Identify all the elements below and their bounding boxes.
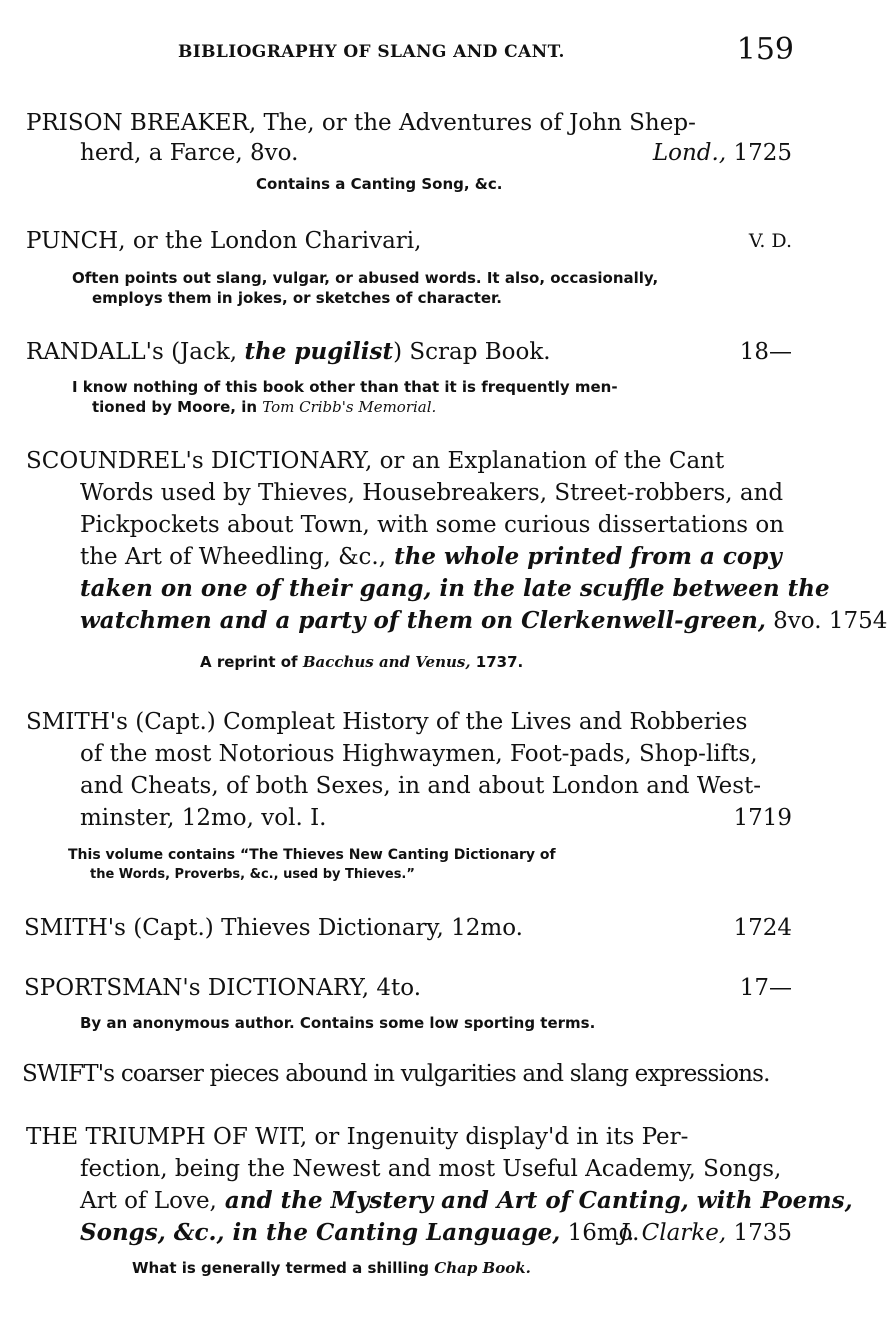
entry-line: SMITH's (Capt.) Compleat History of the Lives and Robberies bbox=[26, 709, 748, 735]
note-text: 1737. bbox=[470, 653, 524, 671]
entry-year: 17— bbox=[739, 975, 792, 1001]
entry-publisher: J. Clarke, bbox=[619, 1220, 727, 1246]
entry-line: THE TRIUMPH OF WIT, or Ingenuity display'd in its Per- bbox=[26, 1124, 689, 1150]
entry-line bbox=[80, 1186, 853, 1216]
entry-year: 1735 bbox=[733, 1220, 792, 1246]
entry-line: Words used by Thieves, Housebreakers, Street-robbers, and bbox=[80, 480, 784, 506]
entry-note-line: This volume contains “The Thieves New Canting Dictionary of bbox=[68, 847, 556, 863]
entry-year: V. D. bbox=[748, 230, 792, 252]
entry-line: fection, being the Newest and most Useful Academy, Songs, bbox=[80, 1156, 782, 1182]
entry-line: SCOUNDREL's DICTIONARY, or an Explanation of the Cant bbox=[26, 448, 725, 474]
entry-line: taken on one of their gang, in the late scuffle between the bbox=[80, 575, 830, 602]
entry-tail: 8vo. 1754 bbox=[765, 608, 887, 634]
entry-imprint bbox=[653, 138, 792, 168]
entry-line: herd, a Farce, 8vo. bbox=[80, 140, 299, 166]
note-text: A reprint of bbox=[200, 653, 303, 671]
entry-note bbox=[200, 652, 523, 672]
entry-note-line: I know nothing of this book other than that it is frequently men- bbox=[72, 378, 618, 396]
entry-line bbox=[80, 1218, 639, 1248]
entry-tail: 16mo. bbox=[560, 1220, 640, 1246]
entry-year: 18— bbox=[739, 339, 792, 365]
entry-line: PUNCH, or the London Charivari, bbox=[26, 228, 422, 254]
entry-note-line: Often points out slang, vulgar, or abused words. It also, occasionally, bbox=[72, 269, 659, 287]
entry-name-end: ) Scrap Book. bbox=[393, 339, 551, 365]
entry-line: and Cheats, of both Sexes, in and about London and West- bbox=[80, 773, 762, 799]
entry-line: SPORTSMAN's DICTIONARY, 4to. bbox=[24, 975, 422, 1001]
entry-year: 1719 bbox=[733, 805, 792, 831]
running-title: BIBLIOGRAPHY OF SLANG AND CANT. bbox=[178, 42, 565, 62]
entry-name-italic: the pugilist bbox=[244, 338, 394, 365]
running-header bbox=[0, 30, 816, 70]
entry-italic: and the Mystery and Art of Canting, with Poems, bbox=[216, 1187, 853, 1214]
entry-line bbox=[26, 337, 551, 367]
note-text: tioned by Moore, in bbox=[92, 398, 263, 416]
entry-note bbox=[132, 1258, 531, 1278]
entry-line bbox=[80, 606, 887, 636]
entry-line: minster, 12mo, vol. I. bbox=[80, 805, 327, 831]
note-italic: Chap Book. bbox=[434, 1259, 531, 1277]
entry-year: 1724 bbox=[733, 915, 792, 941]
entry-note-line: employs them in jokes, or sketches of character. bbox=[92, 289, 502, 307]
entry-line: SWIFT's coarser pieces abound in vulgarities and slang expressions. bbox=[22, 1061, 770, 1087]
entry-text: Art of Love, bbox=[80, 1188, 217, 1214]
entry-note-line: the Words, Proverbs, &c., used by Thieves.” bbox=[90, 867, 415, 882]
entry-italic: Songs, &c., in the Canting Language, bbox=[80, 1219, 561, 1246]
page-number: 159 bbox=[736, 32, 794, 67]
entry-line: PRISON BREAKER, The, or the Adventures of John Shep- bbox=[26, 110, 696, 136]
entry-year: 1725 bbox=[733, 140, 792, 166]
note-text: What is generally termed a shilling bbox=[132, 1259, 435, 1277]
entry-line: of the most Notorious Highwaymen, Foot-pads, Shop-lifts, bbox=[80, 741, 758, 767]
note-italic: Bacchus and Venus, bbox=[302, 653, 471, 671]
entry-line: SMITH's (Capt.) Thieves Dictionary, 12mo. bbox=[24, 915, 523, 941]
entry-note-line bbox=[92, 397, 436, 417]
entry-imprint bbox=[620, 1218, 792, 1248]
entry-name: RANDALL's (Jack, bbox=[26, 339, 245, 365]
note-italic: Tom Cribb's Memorial. bbox=[262, 398, 437, 416]
entry-italic: the whole printed from a copy bbox=[386, 543, 782, 570]
entry-note: By an anonymous author. Contains some low sporting terms. bbox=[80, 1014, 596, 1032]
entry-place: Lond., bbox=[652, 140, 727, 166]
entry-italic: watchmen and a party of them on Clerkenwell-green, bbox=[80, 607, 766, 634]
entry-note: Contains a Canting Song, &c. bbox=[256, 175, 503, 193]
entry-line bbox=[80, 542, 782, 572]
entry-text: the Art of Wheedling, &c., bbox=[80, 544, 387, 570]
entry-line: Pickpockets about Town, with some curious dissertations on bbox=[80, 512, 785, 538]
